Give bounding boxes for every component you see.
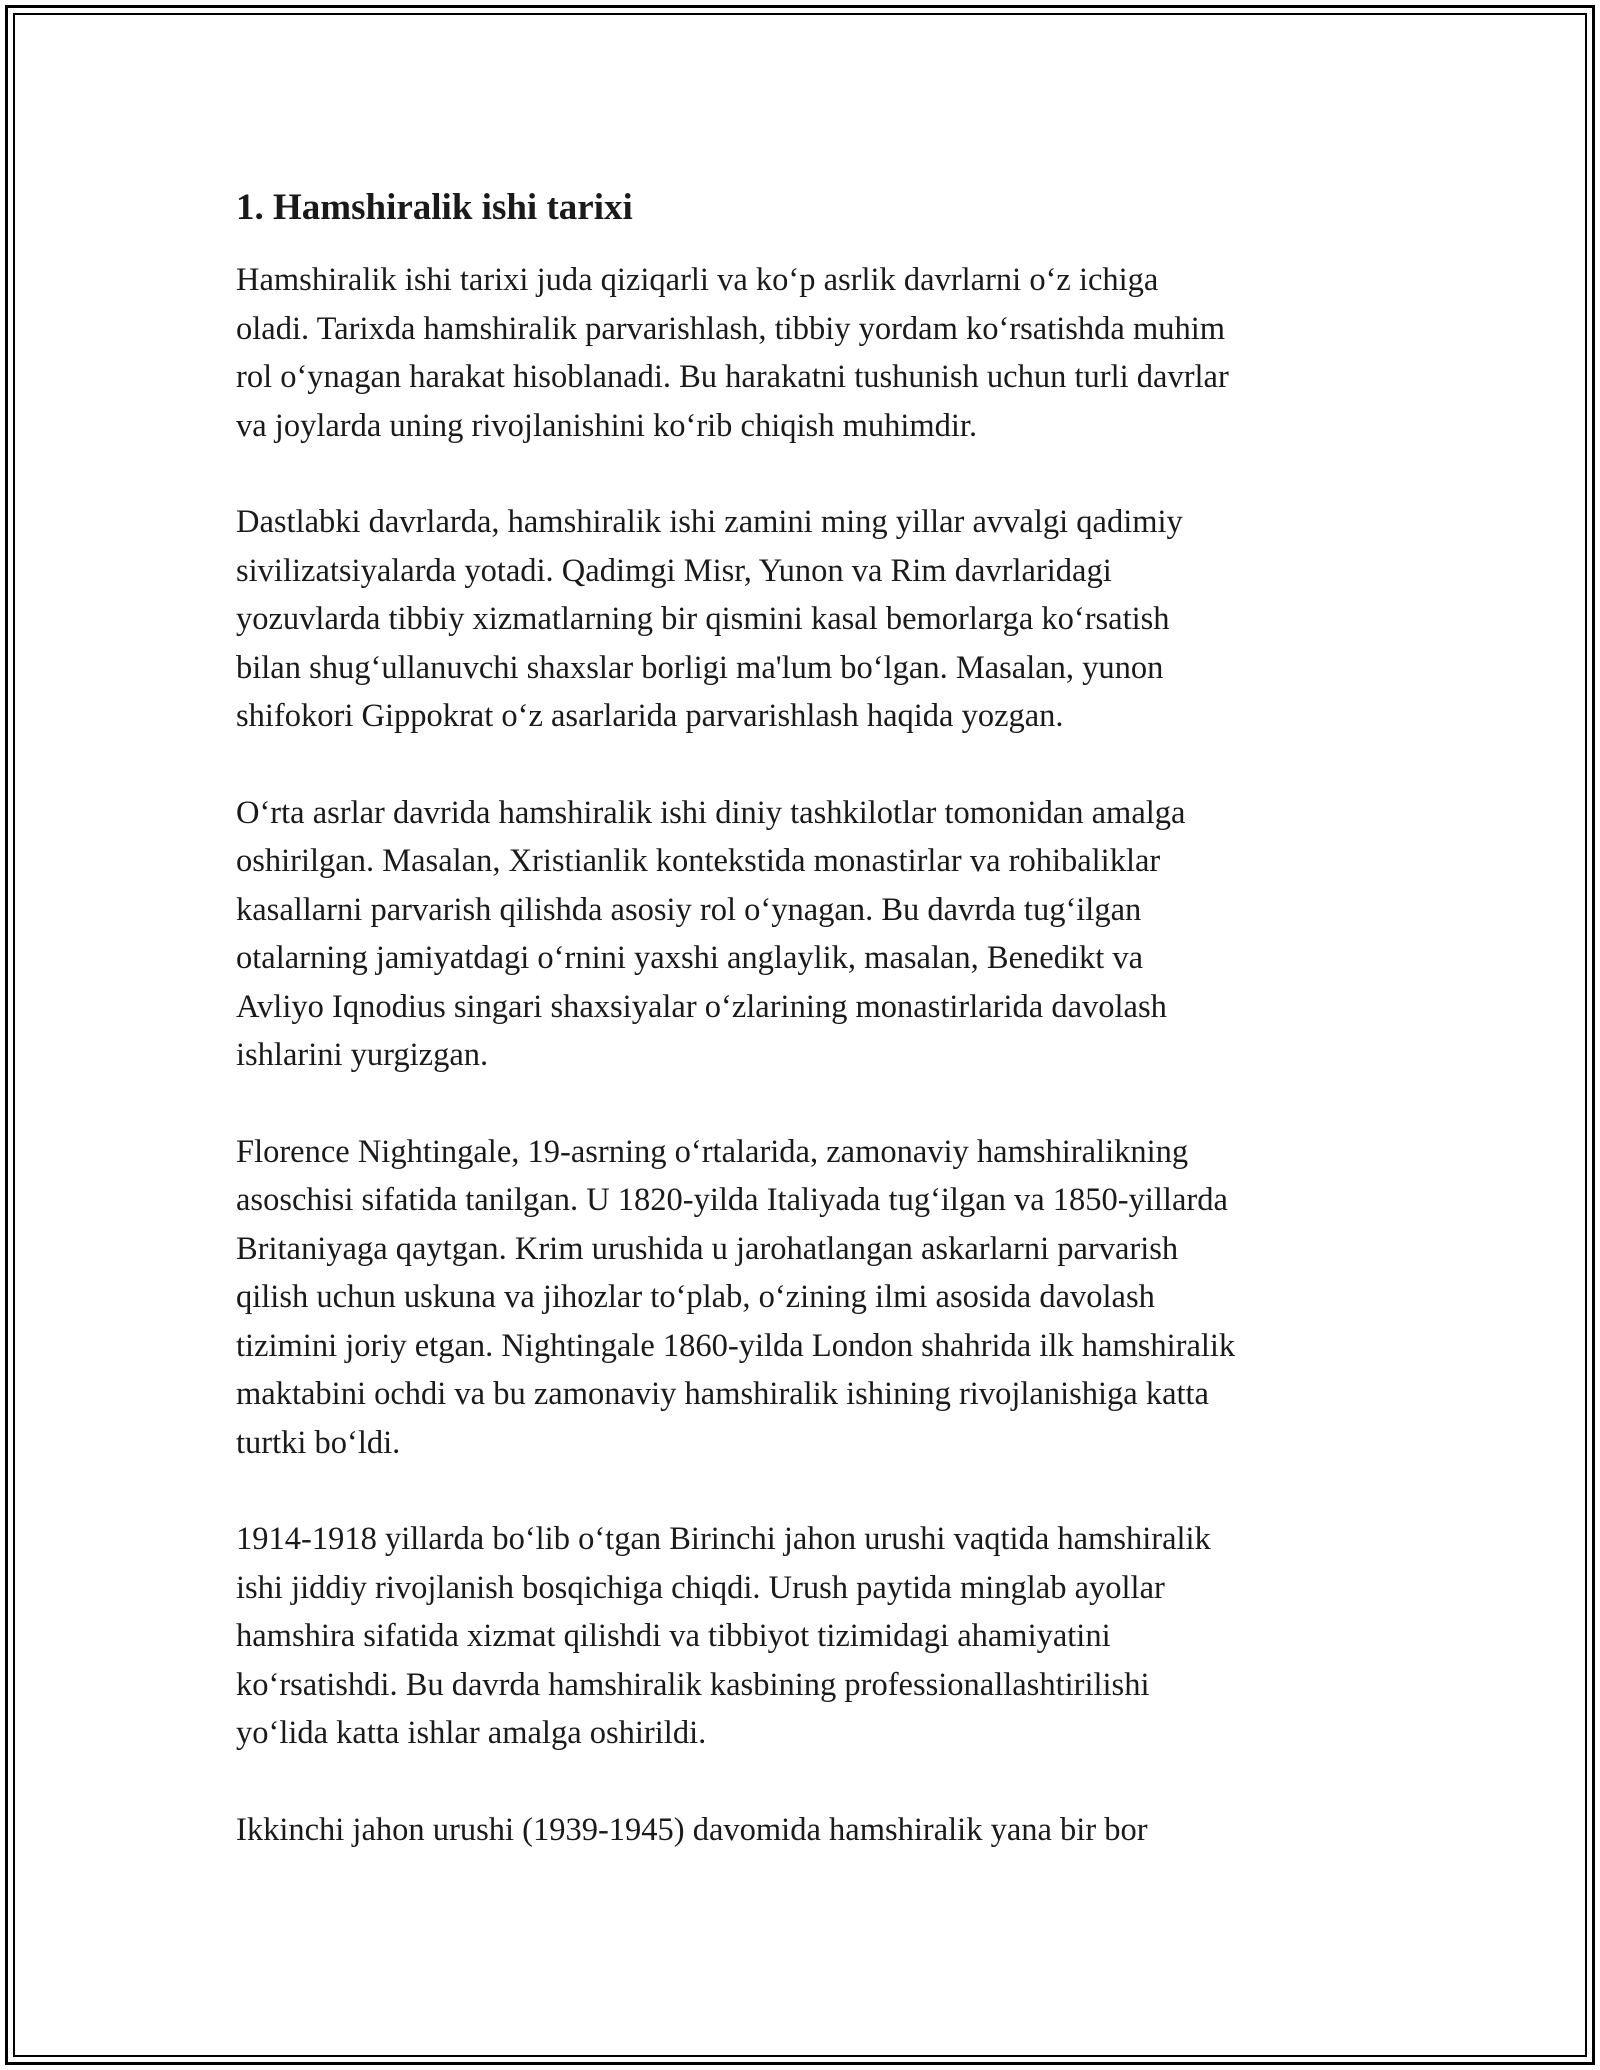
text-line: Avliyo Iqnodius singari shaxsiyalar o‘zlarining monastirlarida davolash: [236, 988, 1167, 1025]
text-line: turtki bo‘ldi.: [236, 1424, 401, 1461]
text-line: qilish uchun uskuna va jihozlar to‘plab, o‘zining ilmi asosida davolash: [236, 1279, 1155, 1315]
text-line: rol o‘ynagan harakat hisoblanadi. Bu harakatni tushunish uchun turli davrlar: [236, 359, 1229, 395]
text-line: yo‘lida katta ishlar amalga oshirildi.: [236, 1715, 707, 1751]
text-line: ishi jiddiy rivojlanish bosqichiga chiqdi. Urush paytida minglab ayollar: [236, 1569, 1165, 1606]
text-line: oshirilgan. Masalan, Xristianlik kontekstida monastirlar va rohibaliklar: [236, 843, 1161, 879]
text-line: va joylarda uning rivojlanishini ko‘rib chiqish muhimdir.: [236, 407, 978, 444]
paragraph: [236, 1128, 1376, 1468]
text-line: maktabini ochdi va bu zamonaviy hamshiralik ishining rivojlanishiga katta: [236, 1376, 1209, 1412]
text-line: Ikkinchi jahon urushi (1939-1945) davomida hamshiralik yana bir bor: [236, 1811, 1148, 1848]
text-line: bilan shug‘ullanuvchi shaxslar borligi ma'lum bo‘lgan. Masalan, yunon: [236, 649, 1164, 686]
text-line: ko‘rsatishdi. Bu davrda hamshiralik kasbining professionallashtirilishi: [236, 1666, 1150, 1703]
document-body: [236, 186, 1376, 1902]
paragraph: [236, 789, 1376, 1080]
text-line: Florence Nightingale, 19-asrning o‘rtalarida, zamonaviy hamshiralikning: [236, 1133, 1189, 1170]
text-line: hamshira sifatida xizmat qilishdi va tibbiyot tizimidagi ahamiyatini: [236, 1618, 1111, 1654]
text-line: shifokori Gippokrat o‘z asarlarida parvarishlash haqida yozgan.: [236, 698, 1064, 734]
text-line: kasallarni parvarish qilishda asosiy rol o‘ynagan. Bu davrda tug‘ilgan: [236, 891, 1142, 928]
text-line: ishlarini yurgizgan.: [236, 1037, 489, 1073]
text-line: 1914-1918 yillarda bo‘lib o‘tgan Birinchi jahon urushi vaqtida hamshiralik: [236, 1521, 1211, 1557]
text-line: Britaniyaga qaytgan. Krim urushida u jarohatlangan askarlarni parvarish: [236, 1230, 1179, 1267]
paragraph: [236, 498, 1376, 741]
paragraph-list: [236, 256, 1376, 1854]
text-line: asoschisi sifatida tanilgan. U 1820-yilda Italiyada tug‘ilgan va 1850-yillarda: [236, 1182, 1228, 1218]
text-line: otalarning jamiyatdagi o‘rnini yaxshi anglaylik, masalan, Benedikt va: [236, 940, 1144, 976]
text-line: tizimini joriy etgan. Nightingale 1860-yilda London shahrida ilk hamshiralik: [236, 1327, 1236, 1364]
text-line: oladi. Tarixda hamshiralik parvarishlash, tibbiy yordam ko‘rsatishda muhim: [236, 310, 1226, 347]
paragraph: [236, 1515, 1376, 1758]
paragraph: [236, 1806, 1376, 1855]
paragraph: [236, 256, 1376, 450]
text-line: yozuvlarda tibbiy xizmatlarning bir qismini kasal bemorlarga ko‘rsatish: [236, 601, 1170, 637]
section-title: 1. Hamshiralik ishi tarixi: [236, 187, 633, 228]
text-line: Dastlabki davrlarda, hamshiralik ishi zamini ming yillar avvalgi qadimiy: [236, 504, 1183, 540]
text-line: Hamshiralik ishi tarixi juda qiziqarli va ko‘p asrlik davrlarni o‘z ichiga: [236, 262, 1159, 298]
text-line: O‘rta asrlar davrida hamshiralik ishi diniy tashkilotlar tomonidan amalga: [236, 794, 1186, 831]
text-line: sivilizatsiyalarda yotadi. Qadimgi Misr, Yunon va Rim davrlaridagi: [236, 552, 1112, 589]
